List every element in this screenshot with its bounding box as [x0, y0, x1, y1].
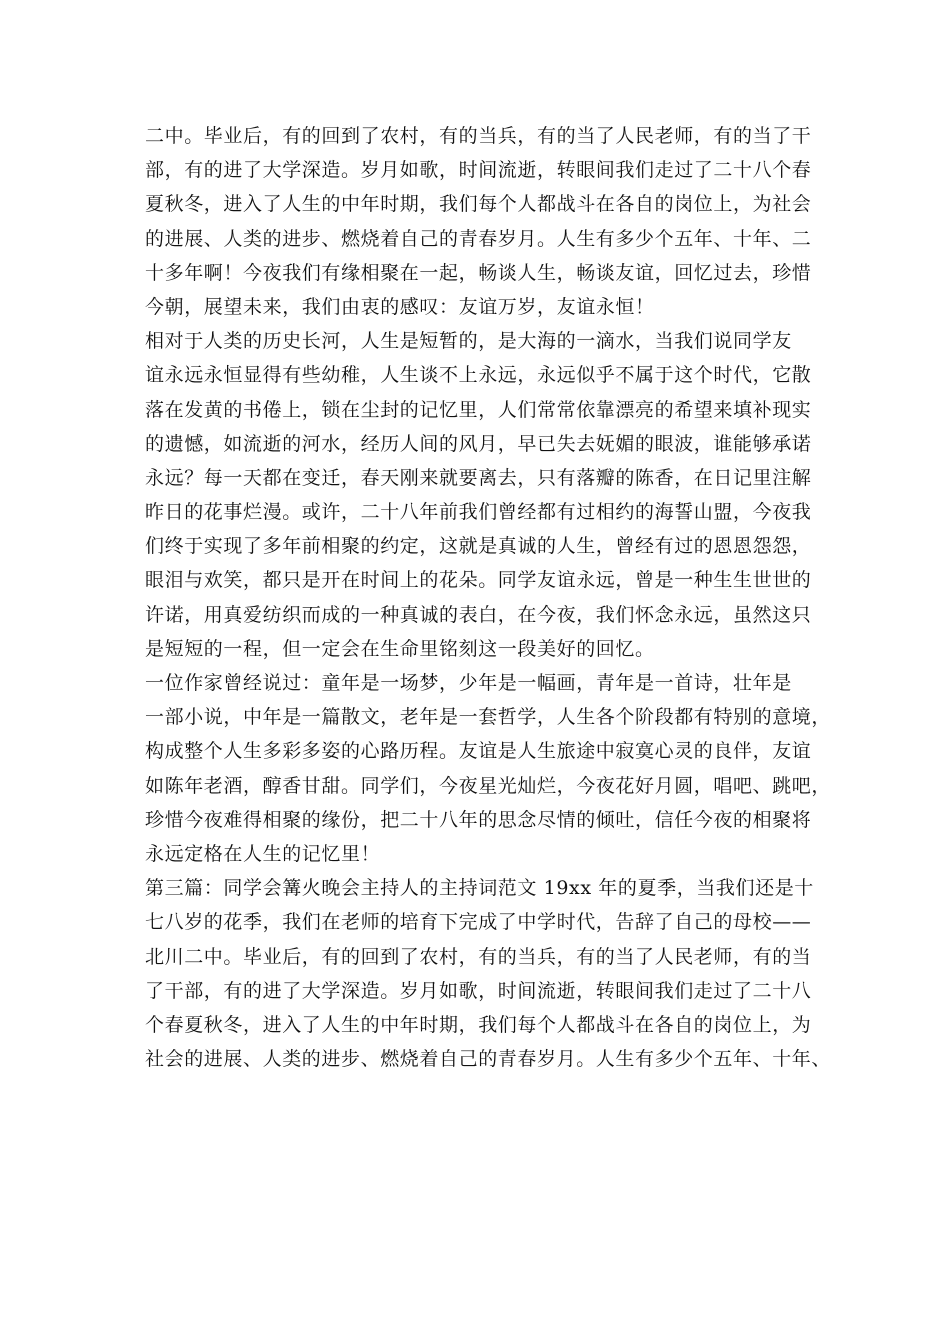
text-line: 珍惜今夜难得相聚的缘份，把二十八年的思念尽情的倾吐，信任今夜的相聚将 — [145, 808, 812, 831]
text-line: 的遗憾，如流逝的河水，经历人间的风月，早已失去妩媚的眼波，谁能够承诺 — [145, 432, 812, 455]
text-line: 部，有的进了大学深造。岁月如歌，时间流逝，转眼间我们走过了二十八个春 — [145, 159, 812, 182]
text-line: 永远？每一天都在变迁，春天刚来就要离去，只有落瓣的陈香，在日记里注解 — [145, 466, 812, 489]
text-line: 北川二中。毕业后，有的回到了农村，有的当兵，有的当了人民老师，有的当 — [145, 945, 812, 968]
text-line: 的进展、人类的进步、燃烧着自己的青春岁月。人生有多少个五年、十年、二 — [145, 227, 812, 250]
text-line: 一部小说，中年是一篇散文，老年是一套哲学，人生各个阶段都有特别的意境， — [145, 706, 832, 729]
text-line: 眼泪与欢笑，都只是开在时间上的花朵。同学友谊永远，曾是一种生生世世的 — [145, 569, 812, 592]
text-line: 如陈年老酒，醇香甘甜。同学们，今夜星光灿烂，今夜花好月圆，唱吧、跳吧， — [145, 774, 832, 797]
text-line: 七八岁的花季，我们在老师的培育下完成了中学时代，告辞了自己的母校—— — [145, 911, 812, 934]
text-line: 相对于人类的历史长河，人生是短暂的，是大海的一滴水，当我们说同学友 — [145, 330, 792, 353]
text-line: 社会的进展、人类的进步、燃烧着自己的青春岁月。人生有多少个五年、十年、 — [145, 1048, 832, 1071]
text-line: 谊永远永恒显得有些幼稚，人生谈不上永远，永远似乎不属于这个时代，它散 — [145, 364, 812, 387]
text-line: 永远定格在人生的记忆里！ — [145, 842, 381, 865]
text-line: 二中。毕业后，有的回到了农村，有的当兵，有的当了人民老师，有的当了干 — [145, 125, 812, 147]
text-line: 了干部，有的进了大学深造。岁月如歌，时间流逝，转眼间我们走过了二十八 — [145, 979, 812, 1002]
text-line: 今朝，展望未来，我们由衷的感叹：友谊万岁，友谊永恒！ — [145, 295, 655, 318]
text-line: 夏秋冬，进入了人生的中年时期，我们每个人都战斗在各自的岗位上，为社会 — [145, 193, 812, 216]
body-text — [145, 119, 832, 1076]
text-line: 落在发黄的书倦上，锁在尘封的记忆里，人们常常依靠漂亮的希望来填补现实 — [145, 398, 812, 421]
text-line: 个春夏秋冬，进入了人生的中年时期，我们每个人都战斗在各自的岗位上，为 — [145, 1013, 812, 1036]
text-line: 十多年啊！今夜我们有缘相聚在一起，畅谈人生，畅谈友谊，回忆过去，珍惜 — [145, 261, 812, 284]
text-line: 们终于实现了多年前相聚的约定，这就是真诚的人生，曾经有过的恩恩怨怨， — [145, 535, 812, 558]
text-line: 是短短的一程，但一定会在生命里铭刻这一段美好的回忆。 — [145, 637, 655, 660]
text-line: 昨日的花事烂漫。或许，二十八年前我们曾经都有过相约的海誓山盟，今夜我 — [145, 501, 812, 524]
text-line: 一位作家曾经说过：童年是一场梦，少年是一幅画，青年是一首诗，壮年是 — [145, 672, 792, 694]
text-line: 许诺，用真爱纺织而成的一种真诚的表白，在今夜，我们怀念永远，虽然这只 — [145, 603, 812, 626]
section-heading-line: 第三篇：同学会篝火晚会主持人的主持词范文 19xx 年的夏季，当我们还是十 — [145, 877, 814, 900]
text-line: 构成整个人生多彩多姿的心路历程。友谊是人生旅途中寂寞心灵的良伴，友谊 — [145, 740, 812, 763]
